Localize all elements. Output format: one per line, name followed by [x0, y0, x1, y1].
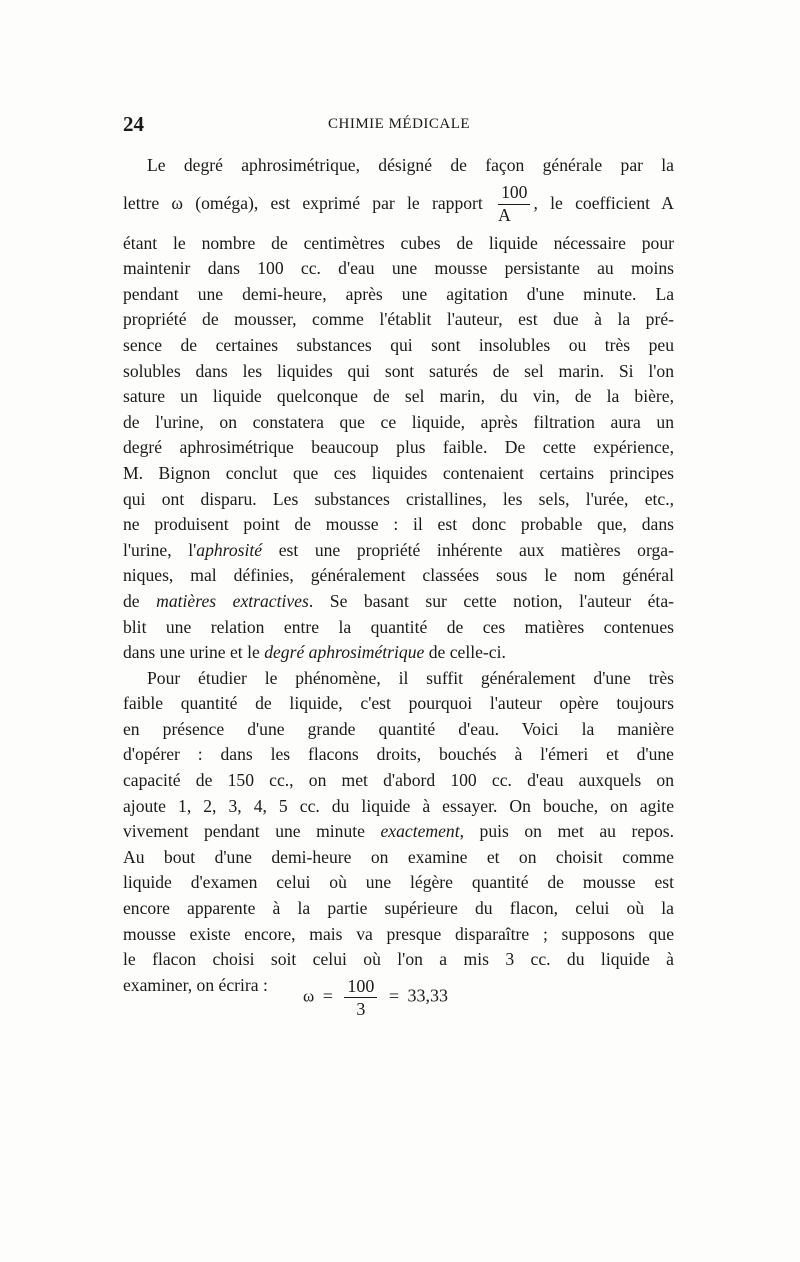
text-line [123, 589, 674, 615]
running-head: CHIMIE MÉDICALE [328, 116, 471, 132]
fraction-denominator: 3 [356, 999, 366, 1019]
fraction-numerator: 100 [344, 977, 377, 998]
text-fragment: dans une urine et le [123, 642, 265, 663]
text-line: de l'urine, on constatera que ce liquide, après filtration aura un [123, 411, 674, 432]
page-number: 24 [123, 112, 144, 136]
text-line: Au bout d'une demi-heure on examine et on choisit comme [123, 846, 674, 867]
text-line: faible quantité de liquide, c'est pourquoi l'auteur opère toujours [123, 693, 674, 714]
text-fragment: , le coefficient A [533, 192, 675, 213]
text-line: maintenir dans 100 cc. d'eau une mousse persistante au moins [123, 258, 674, 279]
text-line: examiner, on écrira : [123, 974, 268, 995]
text-line: sature un liquide quelconque de sel marin, du vin, de la bière, [123, 386, 674, 407]
text-line: pendant une demi-heure, après une agitation d'une minute. La [123, 283, 674, 304]
text-line: blit une relation entre la quantité de ces matières contenues [123, 616, 674, 637]
ratio-fraction [498, 184, 530, 224]
text-line: solubles dans les liquides qui sont saturés de sel marin. Si l'on [123, 360, 674, 381]
italic-term: aphrosité [196, 539, 263, 560]
text-line: liquide d'examen celui où une légère quantité de mousse est [123, 872, 674, 893]
text-line: M. Bignon conclut que ces liquides contenaient certains principes [123, 462, 674, 483]
text-line: Pour étudier le phénomène, il suffit généralement d'une très [147, 667, 674, 688]
page-header [123, 112, 673, 140]
italic-term: exactement [380, 821, 460, 842]
formula-result: 33,33 [407, 985, 449, 1006]
text-line: le flacon choisi soit celui où l'on a mis 3 cc. du liquide à [123, 949, 674, 970]
text-fragment: de celle-ci. [424, 642, 506, 663]
text-line: étant le nombre de centimètres cubes de liquide nécessaire pour [123, 232, 674, 253]
text-line: propriété de mousser, comme l'établit l'auteur, est due à la pré- [123, 309, 674, 330]
text-line: en présence d'une grande quantité d'eau. Voici la manière [123, 718, 674, 739]
text-line-with-fraction [123, 175, 674, 231]
text-line: d'opérer : dans les flacons droits, bouchés à l'émeri et d'une [123, 744, 674, 765]
text-line [123, 819, 674, 845]
text-line: mousse existe encore, mais va presque disparaître ; supposons que [123, 923, 674, 944]
text-line [123, 640, 674, 666]
fraction-denominator: A [498, 205, 511, 226]
omega-formula [303, 977, 448, 1018]
text-line: encore apparente à la partie supérieure du flacon, celui où la [123, 898, 674, 919]
text-fragment: lettre ω (oméga), est exprimé par le rapport [123, 192, 483, 213]
text-line: qui ont disparu. Les substances cristallines, les sels, l'urée, etc., [123, 488, 674, 509]
text-line: Le degré aphrosimétrique, désigné de façon générale par la [147, 155, 674, 175]
formula-fraction [344, 977, 377, 1018]
text-line: degré aphrosimétrique beaucoup plus faible. De cette expérience, [123, 437, 674, 458]
equals-sign: = [388, 985, 400, 1006]
text-fragment: est une propriété inhérente aux matières orga- [262, 539, 674, 560]
text-fragment: vivement pendant une minute [123, 821, 381, 842]
fraction-numerator: 100 [498, 184, 530, 205]
text-line: ajoute 1, 2, 3, 4, 5 cc. du liquide à essayer. On bouche, on agite [123, 795, 674, 816]
text-fragment: . Se basant sur cette notion, l'auteur éta- [308, 590, 674, 611]
text-fragment: de [123, 590, 157, 611]
body-text [123, 153, 674, 998]
italic-term: degré aphrosimétrique [264, 642, 425, 663]
paragraph-aphrosimetric-degree [123, 153, 674, 666]
equals-sign: = [322, 985, 333, 1006]
text-line: ne produisent point de mousse : il est donc probable que, dans [123, 514, 674, 535]
text-line: capacité de 150 cc., on met d'abord 100 cc. d'eau auxquels on [123, 770, 674, 791]
text-line: sence de certaines substances qui sont insolubles ou très peu [123, 334, 674, 355]
paragraph-procedure [123, 666, 674, 999]
italic-term: matières extractives [156, 590, 309, 611]
text-fragment: , puis on met au repos. [459, 821, 674, 842]
omega-symbol: ω [303, 986, 315, 1006]
text-line [123, 538, 674, 564]
text-fragment: l'urine, l' [123, 539, 197, 560]
text-line: niques, mal définies, généralement classées sous le nom général [123, 565, 674, 586]
